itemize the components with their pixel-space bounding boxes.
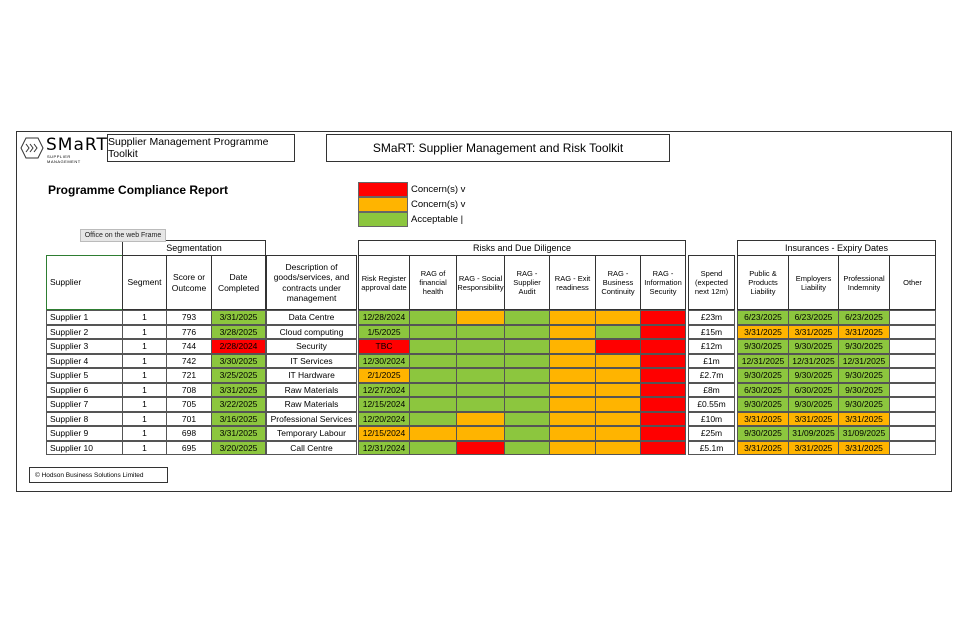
cell-rag-infosec[interactable] xyxy=(640,354,686,369)
cell-rag-exit[interactable] xyxy=(549,397,596,412)
cell-spend[interactable]: £2.7m xyxy=(688,368,735,383)
cell-public-liability[interactable]: 9/30/2025 xyxy=(737,339,789,354)
footer-copyright: © Hodson Business Solutions Limited xyxy=(29,467,168,483)
cell-prof-indemnity[interactable]: 3/31/2025 xyxy=(838,325,890,340)
cell-spend[interactable]: £12m xyxy=(688,339,735,354)
cell-other[interactable] xyxy=(889,412,936,427)
cell-rag-financial[interactable] xyxy=(409,354,457,369)
cell-description[interactable]: IT Services xyxy=(266,354,357,369)
cell-score[interactable]: 698 xyxy=(166,426,212,441)
cell-spend[interactable]: £23m xyxy=(688,310,735,325)
cell-rag-audit[interactable] xyxy=(504,441,550,456)
tooltip: Office on the web Frame xyxy=(80,229,166,242)
cell-rag-continuity[interactable] xyxy=(595,368,641,383)
cell-rag-social[interactable] xyxy=(456,383,505,398)
column-header-other[interactable]: Other xyxy=(889,255,936,310)
cell-rag-social[interactable] xyxy=(456,310,505,325)
cell-rag-financial[interactable] xyxy=(409,368,457,383)
cell-supplier[interactable]: Supplier 8 xyxy=(46,412,123,427)
cell-rag-financial[interactable] xyxy=(409,325,457,340)
cell-segment[interactable]: 1 xyxy=(122,368,167,383)
cell-score[interactable]: 705 xyxy=(166,397,212,412)
group-insurances: Insurances - Expiry Dates xyxy=(737,240,936,255)
cell-risk-register[interactable]: 2/1/2025 xyxy=(358,368,410,383)
cell-employers-liability[interactable]: 6/23/2025 xyxy=(788,310,839,325)
cell-rag-infosec[interactable] xyxy=(640,339,686,354)
cell-risk-register[interactable]: 1/5/2025 xyxy=(358,325,410,340)
column-header-prof-indemnity[interactable]: Professional Indemnity xyxy=(838,255,890,310)
legend-swatch xyxy=(358,197,408,212)
column-header-date[interactable]: Date Completed xyxy=(211,255,266,310)
cell-employers-liability[interactable]: 12/31/2025 xyxy=(788,354,839,369)
cell-supplier[interactable]: Supplier 7 xyxy=(46,397,123,412)
cell-score[interactable]: 776 xyxy=(166,325,212,340)
cell-spend[interactable]: £5.1m xyxy=(688,441,735,456)
legend-label: Concern(s) v xyxy=(411,199,466,210)
cell-description[interactable]: Raw Materials xyxy=(266,397,357,412)
column-header-employers-liability[interactable]: Employers Liability xyxy=(788,255,839,310)
cell-rag-exit[interactable] xyxy=(549,354,596,369)
cell-description[interactable]: Data Centre xyxy=(266,310,357,325)
cell-description[interactable]: IT Hardware xyxy=(266,368,357,383)
cell-segment[interactable]: 1 xyxy=(122,412,167,427)
cell-rag-social[interactable] xyxy=(456,441,505,456)
cell-risk-register[interactable]: 12/30/2024 xyxy=(358,354,410,369)
cell-score[interactable]: 742 xyxy=(166,354,212,369)
cell-supplier[interactable]: Supplier 9 xyxy=(46,426,123,441)
column-header-rag-financial[interactable]: RAG of financial health xyxy=(409,255,457,310)
cell-supplier[interactable]: Supplier 3 xyxy=(46,339,123,354)
cell-other[interactable] xyxy=(889,383,936,398)
cell-prof-indemnity[interactable]: 12/31/2025 xyxy=(838,354,890,369)
cell-rag-social[interactable] xyxy=(456,339,505,354)
cell-rag-audit[interactable] xyxy=(504,383,550,398)
column-header-public-liability[interactable]: Public & Products Liability xyxy=(737,255,789,310)
cell-employers-liability[interactable]: 3/31/2025 xyxy=(788,412,839,427)
report-title: Programme Compliance Report xyxy=(48,183,229,197)
cell-segment[interactable]: 1 xyxy=(122,441,167,456)
cell-rag-social[interactable] xyxy=(456,412,505,427)
main-title: SMaRT: Supplier Management and Risk Toolkit xyxy=(326,134,670,162)
cell-description[interactable]: Temporary Labour xyxy=(266,426,357,441)
cell-public-liability[interactable]: 6/23/2025 xyxy=(737,310,789,325)
cell-employers-liability[interactable]: 31/09/2025 xyxy=(788,426,839,441)
cell-rag-social[interactable] xyxy=(456,325,505,340)
cell-risk-register[interactable]: TBC xyxy=(358,339,410,354)
cell-prof-indemnity[interactable]: 3/31/2025 xyxy=(838,441,890,456)
cell-rag-infosec[interactable] xyxy=(640,426,686,441)
cell-prof-indemnity[interactable]: 9/30/2025 xyxy=(838,339,890,354)
cell-date[interactable]: 3/16/2025 xyxy=(211,412,266,427)
column-header-risk-register[interactable]: Risk Register approval date xyxy=(358,255,410,310)
cell-date[interactable]: 3/22/2025 xyxy=(211,397,266,412)
cell-score[interactable]: 793 xyxy=(166,310,212,325)
cell-rag-audit[interactable] xyxy=(504,310,550,325)
cell-other[interactable] xyxy=(889,339,936,354)
cell-segment[interactable]: 1 xyxy=(122,397,167,412)
cell-rag-exit[interactable] xyxy=(549,310,596,325)
cell-supplier[interactable]: Supplier 2 xyxy=(46,325,123,340)
column-header-score[interactable]: Score or Outcome xyxy=(166,255,212,310)
cell-rag-continuity[interactable] xyxy=(595,383,641,398)
cell-supplier[interactable]: Supplier 4 xyxy=(46,354,123,369)
cell-spend[interactable]: £8m xyxy=(688,383,735,398)
cell-segment[interactable]: 1 xyxy=(122,354,167,369)
cell-score[interactable]: 708 xyxy=(166,383,212,398)
cell-supplier[interactable]: Supplier 1 xyxy=(46,310,123,325)
cell-description[interactable]: Cloud computing xyxy=(266,325,357,340)
cell-rag-infosec[interactable] xyxy=(640,310,686,325)
cell-segment[interactable]: 1 xyxy=(122,310,167,325)
cell-supplier[interactable]: Supplier 5 xyxy=(46,368,123,383)
cell-rag-social[interactable] xyxy=(456,368,505,383)
cell-public-liability[interactable]: 6/30/2025 xyxy=(737,383,789,398)
cell-employers-liability[interactable]: 9/30/2025 xyxy=(788,339,839,354)
cell-description[interactable]: Professional Services xyxy=(266,412,357,427)
cell-rag-exit[interactable] xyxy=(549,368,596,383)
cell-spend[interactable]: £10m xyxy=(688,412,735,427)
cell-rag-financial[interactable] xyxy=(409,397,457,412)
cell-date[interactable]: 3/20/2025 xyxy=(211,441,266,456)
cell-rag-infosec[interactable] xyxy=(640,441,686,456)
legend-swatch xyxy=(358,212,408,227)
logo-hexagon-icon xyxy=(20,136,44,160)
cell-rag-continuity[interactable] xyxy=(595,325,641,340)
cell-rag-infosec[interactable] xyxy=(640,412,686,427)
cell-date[interactable]: 3/31/2025 xyxy=(211,310,266,325)
column-header-rag-audit[interactable]: RAG - Supplier Audit xyxy=(504,255,550,310)
cell-spend[interactable]: £0.55m xyxy=(688,397,735,412)
cell-public-liability[interactable]: 9/30/2025 xyxy=(737,426,789,441)
cell-rag-exit[interactable] xyxy=(549,339,596,354)
cell-prof-indemnity[interactable]: 9/30/2025 xyxy=(838,383,890,398)
cell-risk-register[interactable]: 12/15/2024 xyxy=(358,397,410,412)
cell-rag-audit[interactable] xyxy=(504,354,550,369)
cell-rag-financial[interactable] xyxy=(409,383,457,398)
cell-spend[interactable]: £15m xyxy=(688,325,735,340)
cell-prof-indemnity[interactable]: 31/09/2025 xyxy=(838,426,890,441)
cell-spend[interactable]: £25m xyxy=(688,426,735,441)
cell-rag-infosec[interactable] xyxy=(640,325,686,340)
cell-rag-social[interactable] xyxy=(456,426,505,441)
logo-text: SMaRT xyxy=(46,135,108,155)
smart-logo xyxy=(20,135,108,164)
cell-rag-continuity[interactable] xyxy=(595,412,641,427)
cell-prof-indemnity[interactable]: 6/23/2025 xyxy=(838,310,890,325)
column-header-rag-exit[interactable]: RAG - Exit readiness xyxy=(549,255,596,310)
column-header-supplier[interactable]: Supplier xyxy=(46,255,123,310)
legend-label: Concern(s) v xyxy=(411,184,466,195)
cell-rag-social[interactable] xyxy=(456,354,505,369)
cell-public-liability[interactable]: 9/30/2025 xyxy=(737,368,789,383)
cell-score[interactable]: 744 xyxy=(166,339,212,354)
column-header-spend[interactable]: Spend (expected next 12m) xyxy=(688,255,735,310)
logo-subtitle: SUPPLIER MANAGEMENT xyxy=(47,154,81,164)
cell-rag-infosec[interactable] xyxy=(640,383,686,398)
cell-score[interactable]: 701 xyxy=(166,412,212,427)
cell-public-liability[interactable]: 3/31/2025 xyxy=(737,441,789,456)
cell-risk-register[interactable]: 12/20/2024 xyxy=(358,412,410,427)
cell-rag-exit[interactable] xyxy=(549,426,596,441)
group-segmentation: Segmentation xyxy=(122,240,266,255)
cell-date[interactable]: 2/28/2024 xyxy=(211,339,266,354)
cell-rag-audit[interactable] xyxy=(504,397,550,412)
cell-rag-financial[interactable] xyxy=(409,339,457,354)
cell-supplier[interactable]: Supplier 6 xyxy=(46,383,123,398)
cell-score[interactable]: 695 xyxy=(166,441,212,456)
cell-rag-financial[interactable] xyxy=(409,412,457,427)
cell-date[interactable]: 3/31/2025 xyxy=(211,426,266,441)
cell-risk-register[interactable]: 12/31/2024 xyxy=(358,441,410,456)
cell-employers-liability[interactable]: 9/30/2025 xyxy=(788,397,839,412)
cell-rag-continuity[interactable] xyxy=(595,354,641,369)
cell-risk-register[interactable]: 12/27/2024 xyxy=(358,383,410,398)
cell-other[interactable] xyxy=(889,426,936,441)
cell-rag-continuity[interactable] xyxy=(595,441,641,456)
cell-rag-audit[interactable] xyxy=(504,325,550,340)
cell-segment[interactable]: 1 xyxy=(122,383,167,398)
cell-risk-register[interactable]: 12/28/2024 xyxy=(358,310,410,325)
cell-rag-audit[interactable] xyxy=(504,426,550,441)
cell-rag-continuity[interactable] xyxy=(595,339,641,354)
cell-description[interactable]: Security xyxy=(266,339,357,354)
cell-other[interactable] xyxy=(889,310,936,325)
cell-date[interactable]: 3/30/2025 xyxy=(211,354,266,369)
group-risks: Risks and Due Diligence xyxy=(358,240,686,255)
cell-public-liability[interactable]: 3/31/2025 xyxy=(737,412,789,427)
cell-public-liability[interactable]: 12/31/2025 xyxy=(737,354,789,369)
cell-rag-exit[interactable] xyxy=(549,325,596,340)
column-header-segment[interactable]: Segment xyxy=(122,255,167,310)
cell-rag-continuity[interactable] xyxy=(595,310,641,325)
cell-score[interactable]: 721 xyxy=(166,368,212,383)
cell-rag-infosec[interactable] xyxy=(640,368,686,383)
cell-rag-infosec[interactable] xyxy=(640,397,686,412)
cell-rag-social[interactable] xyxy=(456,397,505,412)
cell-segment[interactable]: 1 xyxy=(122,339,167,354)
legend-label: Acceptable | xyxy=(411,214,464,225)
toolkit-title: Supplier Management Programme Toolkit xyxy=(107,134,295,162)
column-header-rag-continuity[interactable]: RAG - Business Continuity xyxy=(595,255,641,310)
cell-rag-audit[interactable] xyxy=(504,339,550,354)
cell-supplier[interactable]: Supplier 10 xyxy=(46,441,123,456)
cell-date[interactable]: 3/31/2025 xyxy=(211,383,266,398)
cell-employers-liability[interactable]: 9/30/2025 xyxy=(788,368,839,383)
cell-date[interactable]: 3/28/2025 xyxy=(211,325,266,340)
cell-risk-register[interactable]: 12/15/2024 xyxy=(358,426,410,441)
cell-other[interactable] xyxy=(889,368,936,383)
cell-other[interactable] xyxy=(889,354,936,369)
column-header-rag-infosec[interactable]: RAG - Information Security xyxy=(640,255,686,310)
cell-rag-audit[interactable] xyxy=(504,412,550,427)
cell-rag-exit[interactable] xyxy=(549,412,596,427)
column-header-rag-social[interactable]: RAG - Social Responsibility xyxy=(456,255,505,310)
cell-other[interactable] xyxy=(889,325,936,340)
cell-employers-liability[interactable]: 3/31/2025 xyxy=(788,325,839,340)
cell-rag-financial[interactable] xyxy=(409,426,457,441)
cell-rag-continuity[interactable] xyxy=(595,426,641,441)
cell-other[interactable] xyxy=(889,441,936,456)
cell-rag-continuity[interactable] xyxy=(595,397,641,412)
cell-public-liability[interactable]: 3/31/2025 xyxy=(737,325,789,340)
cell-prof-indemnity[interactable]: 3/31/2025 xyxy=(838,412,890,427)
cell-segment[interactable]: 1 xyxy=(122,325,167,340)
cell-spend[interactable]: £1m xyxy=(688,354,735,369)
cell-prof-indemnity[interactable]: 9/30/2025 xyxy=(838,368,890,383)
cell-prof-indemnity[interactable]: 9/30/2025 xyxy=(838,397,890,412)
cell-rag-financial[interactable] xyxy=(409,441,457,456)
cell-rag-exit[interactable] xyxy=(549,383,596,398)
cell-employers-liability[interactable]: 6/30/2025 xyxy=(788,383,839,398)
cell-rag-audit[interactable] xyxy=(504,368,550,383)
cell-employers-liability[interactable]: 3/31/2025 xyxy=(788,441,839,456)
cell-rag-financial[interactable] xyxy=(409,310,457,325)
cell-rag-exit[interactable] xyxy=(549,441,596,456)
cell-public-liability[interactable]: 9/30/2025 xyxy=(737,397,789,412)
legend-swatch xyxy=(358,182,408,197)
cell-other[interactable] xyxy=(889,397,936,412)
cell-description[interactable]: Raw Materials xyxy=(266,383,357,398)
cell-date[interactable]: 3/25/2025 xyxy=(211,368,266,383)
cell-description[interactable]: Call Centre xyxy=(266,441,357,456)
column-header-description[interactable]: Description of goods/services, and contracts under management xyxy=(266,255,357,310)
cell-segment[interactable]: 1 xyxy=(122,426,167,441)
